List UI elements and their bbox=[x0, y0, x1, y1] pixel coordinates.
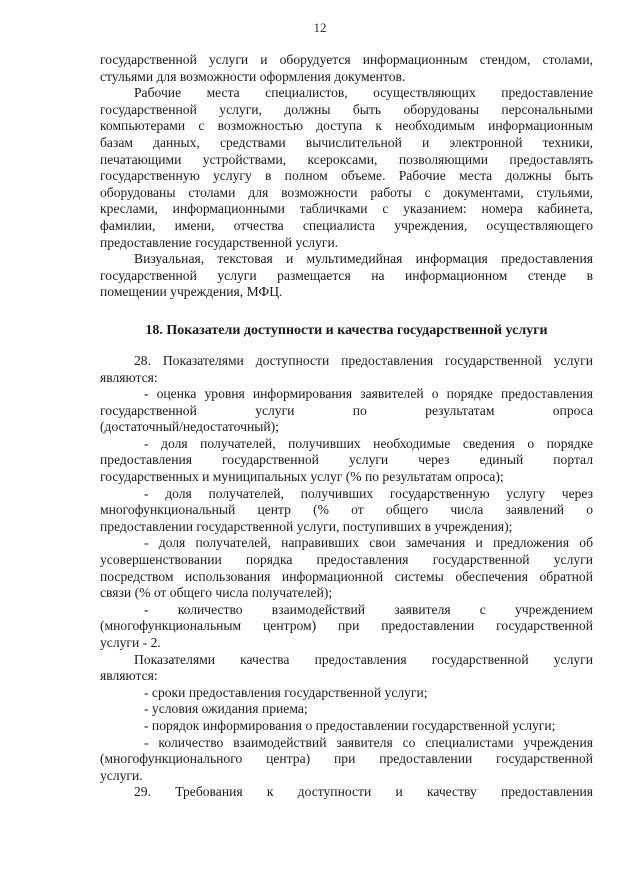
section-paragraphs bbox=[100, 353, 593, 801]
text-line: (достаточный/недостаточный); bbox=[100, 419, 279, 435]
text-line: предоставления государственной услуги через единый портал bbox=[100, 452, 593, 468]
text-line: государственных и муниципальных услуг (% по результатам опроса); bbox=[100, 469, 504, 485]
text-line: - доля получателей, направивших свои замечания и предложения об bbox=[144, 535, 593, 551]
text-line: - количество взаимодействий заявителя со специалистами учреждения bbox=[144, 734, 593, 750]
paragraph bbox=[100, 735, 593, 785]
page-number: 12 bbox=[313, 20, 327, 35]
paragraph bbox=[100, 251, 593, 301]
text-line: государственной услуги, должны быть оборудованы персональными bbox=[100, 101, 593, 117]
paragraph bbox=[100, 602, 593, 652]
text-line: государственной услуги размещается на информационном стенде в bbox=[100, 267, 593, 283]
text-line: 29. Требования к доступности и качеству предоставления bbox=[134, 784, 593, 800]
text-line: предоставление государственной услуги. bbox=[100, 234, 339, 250]
text-line: государственную услугу в полном объеме. Рабочие места должны быть bbox=[100, 168, 593, 184]
paragraph bbox=[100, 436, 593, 486]
text-line: (многофункционального центра) при предоставлении государственной bbox=[100, 751, 593, 767]
text-line: государственной услуги и оборудуется информационным стендом, столами, bbox=[100, 52, 593, 67]
text-line: оборудованы столами для возможности работы с документами, стульями, bbox=[100, 184, 593, 200]
text-line: являются: bbox=[100, 668, 158, 684]
text-line: Рабочие места специалистов, осуществляющих предоставление bbox=[134, 85, 593, 101]
paragraph bbox=[100, 386, 593, 436]
paragraph bbox=[100, 652, 593, 685]
text-line: услуги - 2. bbox=[100, 635, 161, 650]
text-line: креслами, информационными табличками с указанием: номера кабинета, bbox=[100, 201, 593, 217]
text-line: - количество взаимодействий заявителя с учреждением bbox=[144, 601, 593, 617]
paragraph bbox=[100, 85, 593, 251]
text-line: посредством использования информационной системы обеспечения обратной bbox=[100, 568, 593, 584]
paragraph bbox=[100, 784, 593, 801]
text-line: стульями для возможности оформления документов. bbox=[100, 68, 406, 84]
paragraph bbox=[100, 52, 593, 85]
text-line: 28. Показателями доступности предоставления государственной услуги bbox=[134, 352, 593, 368]
text-line: услуги. bbox=[100, 767, 143, 783]
text-line: Визуальная, текстовая и мультимедийная информация предоставления bbox=[134, 251, 593, 267]
paragraph bbox=[100, 535, 593, 601]
intro-paragraphs bbox=[100, 52, 593, 301]
text-line: усовершенствовании порядка предоставления государственной услуги bbox=[100, 552, 593, 568]
text-line: базам данных, средствами вычислительной и электронной техники, bbox=[100, 134, 593, 150]
paragraph bbox=[100, 701, 593, 718]
text-line: - условия ожидания приема; bbox=[144, 701, 308, 717]
text-line: многофункциональный центр (% от общего числа заявлений о bbox=[100, 502, 593, 518]
paragraph bbox=[100, 718, 593, 735]
paragraph bbox=[100, 486, 593, 536]
text-line: помещении учреждения, МФЦ. bbox=[100, 284, 283, 300]
text-line: государственной услуги по результатам опроса bbox=[100, 402, 593, 418]
text-line: - сроки предоставления государственной услуги; bbox=[144, 684, 428, 700]
text-line: предоставлении государственной услуги, поступивших в учреждения); bbox=[100, 518, 513, 534]
text-line: связи (% от общего числа получателей); bbox=[100, 585, 333, 601]
text-line: - оценка уровня информирования заявителей о порядке предоставления bbox=[144, 386, 593, 402]
text-line: - доля получателей, получивших необходимые сведения о порядке bbox=[144, 435, 593, 451]
text-line: - порядок информирования о предоставлении государственной услуги; bbox=[144, 717, 556, 733]
text-line: Показателями качества предоставления государственной услуги bbox=[134, 651, 593, 667]
paragraph bbox=[100, 353, 593, 386]
text-line: (многофункциональным центром) при предоставлении государственной bbox=[100, 618, 593, 634]
text-line: фамилии, имени, отчества специалиста учреждения, осуществляющего bbox=[100, 217, 593, 233]
text-line: компьютерами с возможностью доступа к необходимым информационным bbox=[100, 118, 593, 134]
document-body bbox=[100, 52, 593, 801]
text-line: - доля получателей, получивших государственную услугу через bbox=[144, 485, 593, 501]
paragraph bbox=[100, 685, 593, 702]
text-line: являются: bbox=[100, 369, 158, 385]
section-heading: 18. Показатели доступности и качества государственной услуги bbox=[145, 322, 548, 338]
text-line: печатающими устройствами, ксероксами, позволяющими предоставлять bbox=[100, 151, 593, 167]
